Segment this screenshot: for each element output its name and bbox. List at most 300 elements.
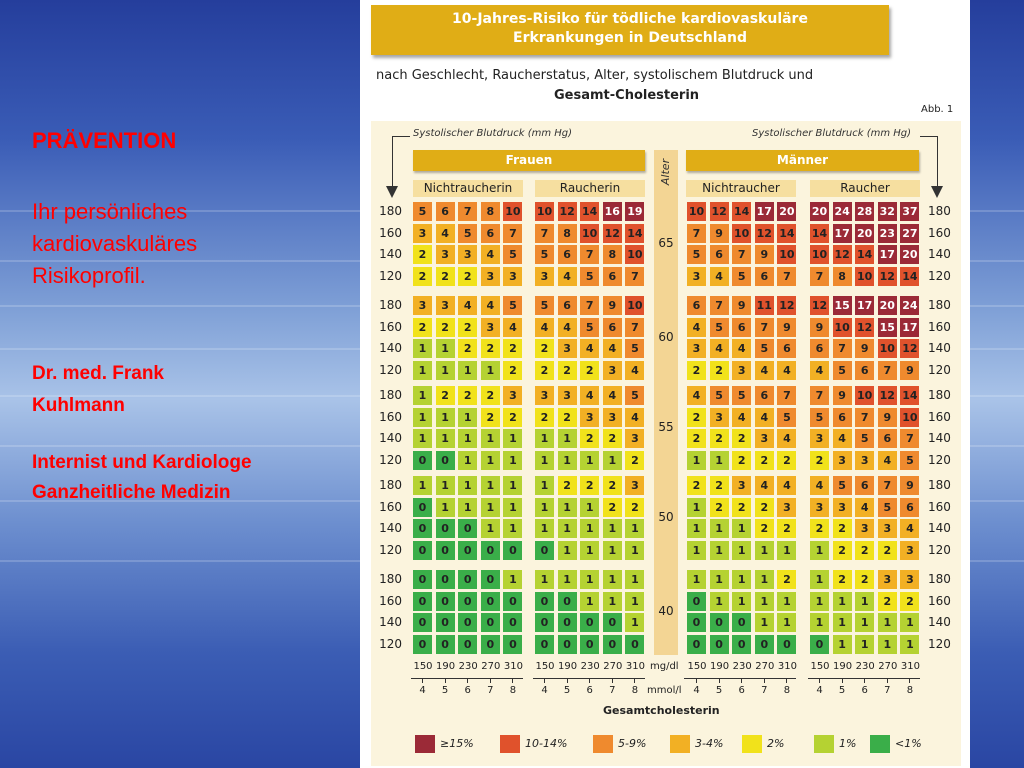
risk-cell: 20	[777, 202, 796, 221]
x-tick-mark	[864, 678, 865, 683]
risk-cell: 17	[878, 245, 897, 264]
risk-cell: 7	[878, 476, 897, 495]
risk-cell: 3	[436, 296, 455, 315]
bp-label: 180	[928, 204, 951, 218]
x-tick-mark	[589, 678, 590, 683]
risk-cell: 20	[878, 296, 897, 315]
risk-cell: 2	[535, 361, 554, 380]
chart-subtitle-line-1: nach Geschlecht, Raucherstatus, Alter, systolischem Blutdruck und	[376, 68, 814, 83]
risk-cell: 7	[625, 267, 644, 286]
risk-cell: 1	[687, 570, 706, 589]
risk-cell: 1	[687, 519, 706, 538]
risk-cell: 2	[810, 519, 829, 538]
risk-cell: 1	[481, 476, 500, 495]
risk-cell: 4	[777, 361, 796, 380]
risk-cell: 2	[777, 570, 796, 589]
unit-mmol: mmol/l	[647, 685, 682, 696]
risk-cell: 2	[625, 451, 644, 470]
risk-cell: 2	[436, 318, 455, 337]
author-name: Dr. med. Frank Kuhlmann	[32, 363, 164, 416]
x-tick-mark	[819, 678, 820, 683]
risk-cell: 5	[580, 318, 599, 337]
risk-cell: 1	[878, 635, 897, 654]
risk-cell: 2	[833, 570, 852, 589]
risk-cell: 0	[458, 541, 477, 560]
bp-label: 160	[928, 499, 951, 514]
risk-cell: 17	[755, 202, 774, 221]
risk-cell: 0	[413, 541, 432, 560]
risk-cell: 2	[710, 361, 729, 380]
risk-cell: 2	[535, 408, 554, 427]
risk-cell: 0	[535, 541, 554, 560]
risk-cell: 2	[458, 318, 477, 337]
risk-cell: 1	[810, 613, 829, 632]
risk-cell: 2	[535, 339, 554, 358]
risk-cell: 2	[687, 408, 706, 427]
risk-cell: 0	[558, 635, 577, 654]
bp-label: 180	[379, 478, 402, 492]
risk-cell: 1	[732, 541, 751, 560]
x-tick-mark	[764, 678, 765, 683]
chart-title	[371, 5, 889, 55]
risk-cell: 3	[503, 267, 522, 286]
risk-cell: 10	[855, 386, 874, 405]
risk-cell: 1	[855, 635, 874, 654]
risk-cell: 6	[755, 386, 774, 405]
risk-cell: 3	[625, 476, 644, 495]
risk-cell: 12	[777, 296, 796, 315]
risk-cell: 6	[833, 408, 852, 427]
risk-cell: 2	[436, 267, 455, 286]
legend-label: <1%	[895, 737, 922, 750]
risk-cell: 0	[436, 613, 455, 632]
risk-cell: 3	[687, 267, 706, 286]
risk-cell: 17	[833, 224, 852, 243]
women-smoker-header: Raucherin	[535, 180, 645, 197]
risk-cell: 7	[900, 429, 919, 448]
x-tick-mgdl: 310	[625, 661, 645, 672]
risk-cell: 3	[413, 296, 432, 315]
x-tick-mgdl: 190	[833, 661, 853, 672]
x-tick-mgdl: 150	[810, 661, 830, 672]
risk-cell: 5	[810, 408, 829, 427]
legend-label: 2%	[767, 737, 785, 750]
risk-cell: 1	[603, 519, 622, 538]
age-label: 65	[658, 236, 674, 250]
risk-cell: 6	[603, 318, 622, 337]
risk-cell: 1	[481, 429, 500, 448]
risk-cell: 7	[710, 296, 729, 315]
risk-cell: 0	[458, 635, 477, 654]
risk-cell: 1	[436, 408, 455, 427]
risk-cell: 3	[710, 408, 729, 427]
risk-cell: 4	[755, 361, 774, 380]
risk-cell: 6	[810, 339, 829, 358]
x-tick-mgdl: 230	[732, 661, 752, 672]
risk-cell: 9	[833, 386, 852, 405]
x-tick-mmol: 5	[838, 685, 846, 696]
risk-cell: 19	[625, 202, 644, 221]
risk-cell: 7	[503, 224, 522, 243]
risk-cell: 3	[535, 267, 554, 286]
chart-title-line-2: Erkrankungen in Deutschland	[513, 30, 747, 46]
unit-mgdl: mg/dl	[650, 661, 679, 672]
risk-cell: 3	[603, 408, 622, 427]
risk-cell: 2	[503, 339, 522, 358]
risk-cell: 3	[878, 570, 897, 589]
risk-cell: 1	[558, 570, 577, 589]
risk-cell: 3	[535, 386, 554, 405]
risk-cell: 1	[732, 570, 751, 589]
risk-cell: 5	[755, 339, 774, 358]
bp-label: 120	[928, 542, 951, 557]
risk-cell: 6	[755, 267, 774, 286]
x-tick-mark	[544, 678, 545, 683]
x-tick-mark	[909, 678, 910, 683]
risk-cell: 6	[855, 361, 874, 380]
x-tick-mmol: 6	[464, 685, 471, 696]
risk-cell: 0	[603, 613, 622, 632]
risk-cell: 8	[603, 245, 622, 264]
risk-cell: 14	[900, 267, 919, 286]
risk-cell: 12	[878, 386, 897, 405]
x-tick-mark	[786, 678, 787, 683]
risk-cell: 1	[580, 592, 599, 611]
risk-cell: 1	[900, 635, 919, 654]
risk-cell: 3	[481, 318, 500, 337]
risk-cell: 2	[558, 476, 577, 495]
x-tick-mark	[567, 678, 568, 683]
risk-cell: 0	[458, 592, 477, 611]
x-tick-mmol: 4	[419, 685, 426, 696]
risk-cell: 5	[580, 267, 599, 286]
risk-cell: 10	[878, 339, 897, 358]
risk-cell: 2	[603, 476, 622, 495]
risk-cell: 1	[580, 541, 599, 560]
risk-cell: 2	[481, 408, 500, 427]
risk-cell: 3	[878, 519, 897, 538]
risk-cell: 0	[413, 519, 432, 538]
risk-cell: 6	[732, 318, 751, 337]
risk-cell: 1	[855, 592, 874, 611]
down-arrow-icon	[386, 186, 398, 198]
risk-cell: 10	[900, 408, 919, 427]
risk-cell: 4	[810, 476, 829, 495]
risk-cell: 3	[900, 541, 919, 560]
risk-cell: 5	[413, 202, 432, 221]
risk-cell: 0	[603, 635, 622, 654]
risk-cell: 6	[558, 245, 577, 264]
risk-cell: 1	[535, 570, 554, 589]
risk-cell: 14	[732, 202, 751, 221]
risk-cell: 0	[810, 635, 829, 654]
x-tick-mark	[719, 678, 720, 683]
risk-cell: 2	[458, 267, 477, 286]
risk-cell: 2	[413, 267, 432, 286]
x-tick-mgdl: 310	[777, 661, 797, 672]
risk-cell: 8	[558, 224, 577, 243]
risk-cell: 4	[558, 318, 577, 337]
risk-cell: 1	[436, 361, 455, 380]
x-tick-mgdl: 150	[535, 661, 555, 672]
risk-cell: 2	[710, 498, 729, 517]
x-tick-mmol: 5	[563, 685, 571, 696]
risk-cell: 1	[580, 519, 599, 538]
maenner-header: Männer	[686, 150, 919, 171]
bp-label: 140	[379, 341, 402, 356]
risk-cell: 7	[810, 386, 829, 405]
risk-cell: 1	[535, 519, 554, 538]
risk-cell: 5	[503, 245, 522, 264]
age-label: 40	[658, 604, 674, 618]
risk-cell: 2	[900, 592, 919, 611]
risk-cell: 1	[535, 451, 554, 470]
risk-cell: 1	[710, 451, 729, 470]
legend-label: ≥15%	[440, 737, 474, 750]
risk-cell: 1	[732, 519, 751, 538]
risk-cell: 7	[732, 245, 751, 264]
risk-cell: 0	[732, 613, 751, 632]
risk-cell: 2	[687, 429, 706, 448]
risk-cell: 4	[603, 386, 622, 405]
risk-cell: 9	[855, 339, 874, 358]
bp-header-line-left	[392, 136, 410, 137]
specialty-line-2: Ganzheitliche Medizin	[32, 482, 231, 503]
risk-cell: 0	[777, 635, 796, 654]
risk-cell: 6	[710, 245, 729, 264]
risk-cell: 1	[810, 592, 829, 611]
risk-cell: 3	[603, 361, 622, 380]
bp-label: 160	[379, 319, 402, 334]
risk-cell: 10	[810, 245, 829, 264]
x-tick-mark	[842, 678, 843, 683]
risk-cell: 16	[603, 202, 622, 221]
risk-cell: 2	[603, 498, 622, 517]
risk-cell: 4	[900, 519, 919, 538]
risk-cell: 2	[878, 541, 897, 560]
risk-cell: 2	[732, 451, 751, 470]
risk-cell: 8	[833, 267, 852, 286]
risk-cell: 9	[900, 361, 919, 380]
risk-cell: 6	[777, 339, 796, 358]
risk-cell: 3	[558, 386, 577, 405]
legend-label: 10-14%	[525, 737, 568, 750]
risk-cell: 14	[625, 224, 644, 243]
risk-cell: 14	[900, 386, 919, 405]
risk-cell: 2	[755, 498, 774, 517]
risk-cell: 4	[810, 361, 829, 380]
bp-label: 120	[928, 452, 951, 467]
risk-cell: 1	[558, 519, 577, 538]
risk-cell: 0	[710, 613, 729, 632]
risk-cell: 1	[710, 592, 729, 611]
x-tick-mmol: 8	[631, 685, 639, 696]
risk-cell: 1	[777, 613, 796, 632]
risk-cell: 0	[687, 635, 706, 654]
bp-header-right: Systolischer Blutdruck (mm Hg)	[752, 128, 912, 139]
risk-cell: 3	[833, 451, 852, 470]
risk-cell: 4	[710, 339, 729, 358]
x-tick-mmol: 7	[487, 685, 494, 696]
risk-cell: 0	[458, 570, 477, 589]
risk-cell: 10	[535, 202, 554, 221]
risk-cell: 14	[777, 224, 796, 243]
page-heading: PRÄVENTION	[32, 128, 177, 153]
risk-cell: 0	[413, 635, 432, 654]
bp-label: 180	[928, 478, 951, 492]
x-tick-mgdl: 230	[855, 661, 875, 672]
risk-cell: 0	[580, 613, 599, 632]
risk-cell: 0	[458, 613, 477, 632]
risk-cell: 15	[878, 318, 897, 337]
risk-cell: 3	[558, 339, 577, 358]
x-tick-mgdl: 270	[755, 661, 775, 672]
x-tick-mark	[741, 678, 742, 683]
women-nonsmoker-header: Nichtraucherin	[413, 180, 523, 197]
x-tick-mark	[445, 678, 446, 683]
profile-subtitle: Ihr persönliches kardiovaskuläres Risikoprofil.	[32, 199, 198, 288]
risk-cell: 3	[777, 498, 796, 517]
risk-cell: 0	[535, 635, 554, 654]
risk-cell: 1	[503, 570, 522, 589]
risk-cell: 1	[900, 613, 919, 632]
risk-cell: 12	[855, 318, 874, 337]
bp-label: 160	[928, 319, 951, 334]
risk-cell: 6	[878, 429, 897, 448]
bp-label: 120	[379, 542, 402, 557]
risk-cell: 1	[810, 541, 829, 560]
risk-cell: 0	[732, 635, 751, 654]
risk-cell: 0	[413, 613, 432, 632]
risk-cell: 4	[481, 296, 500, 315]
risk-cell: 0	[436, 635, 455, 654]
bp-label: 160	[928, 409, 951, 424]
bp-label: 140	[928, 341, 951, 356]
risk-cell: 4	[458, 296, 477, 315]
legend-swatch	[814, 735, 834, 753]
risk-cell: 0	[503, 635, 522, 654]
x-tick-mmol: 8	[906, 685, 914, 696]
x-tick-mark	[634, 678, 635, 683]
risk-cell: 5	[458, 224, 477, 243]
risk-cell: 0	[503, 592, 522, 611]
x-tick-mmol: 4	[816, 685, 823, 696]
x-tick-mmol: 6	[861, 685, 868, 696]
risk-cell: 10	[503, 202, 522, 221]
risk-cell: 9	[878, 408, 897, 427]
risk-cell: 1	[755, 613, 774, 632]
risk-cell: 4	[777, 429, 796, 448]
risk-cell: 1	[625, 592, 644, 611]
bp-label: 160	[379, 409, 402, 424]
risk-cell: 1	[710, 570, 729, 589]
risk-cell: 2	[580, 429, 599, 448]
risk-cell: 12	[710, 202, 729, 221]
risk-cell: 3	[580, 408, 599, 427]
bp-arrow-line-right	[937, 136, 938, 188]
axis-line	[684, 678, 796, 679]
risk-cell: 3	[687, 339, 706, 358]
legend-swatch	[870, 735, 890, 753]
risk-cell: 7	[833, 339, 852, 358]
risk-cell: 12	[810, 296, 829, 315]
risk-cell: 2	[855, 541, 874, 560]
x-tick-mgdl: 270	[878, 661, 898, 672]
risk-cell: 3	[810, 498, 829, 517]
risk-cell: 3	[810, 429, 829, 448]
age-label: 55	[658, 420, 674, 434]
risk-cell: 6	[558, 296, 577, 315]
x-tick-mgdl: 190	[436, 661, 456, 672]
down-arrow-icon	[931, 186, 943, 198]
risk-cell: 1	[603, 541, 622, 560]
risk-cell: 4	[687, 386, 706, 405]
risk-cell: 2	[710, 476, 729, 495]
risk-cell: 1	[558, 541, 577, 560]
risk-cell: 1	[503, 519, 522, 538]
risk-cell: 0	[710, 635, 729, 654]
risk-cell: 1	[603, 592, 622, 611]
risk-cell: 28	[855, 202, 874, 221]
risk-cell: 3	[732, 361, 751, 380]
risk-cell: 5	[777, 408, 796, 427]
age-column	[654, 150, 678, 655]
x-tick-mmol: 5	[715, 685, 723, 696]
risk-cell: 1	[603, 451, 622, 470]
risk-cell: 0	[413, 498, 432, 517]
risk-cell: 1	[833, 613, 852, 632]
risk-cell: 2	[580, 476, 599, 495]
risk-cell: 11	[755, 296, 774, 315]
risk-cell: 0	[481, 541, 500, 560]
risk-cell: 12	[833, 245, 852, 264]
bp-label: 160	[379, 499, 402, 514]
bp-label: 140	[928, 247, 951, 262]
risk-cell: 1	[687, 541, 706, 560]
risk-cell: 2	[855, 570, 874, 589]
risk-cell: 5	[833, 361, 852, 380]
age-label: 50	[658, 510, 674, 524]
bp-label: 140	[379, 615, 402, 630]
risk-cell: 1	[481, 451, 500, 470]
x-tick-mmol: 5	[441, 685, 449, 696]
risk-cell: 1	[558, 429, 577, 448]
risk-cell: 1	[535, 429, 554, 448]
alter-label-text: Alter	[659, 158, 672, 186]
risk-cell: 0	[503, 613, 522, 632]
risk-cell: 9	[732, 296, 751, 315]
risk-cell: 4	[755, 476, 774, 495]
x-tick-mmol: 6	[738, 685, 745, 696]
risk-cell: 1	[710, 519, 729, 538]
risk-cell: 4	[625, 361, 644, 380]
risk-cell: 2	[558, 361, 577, 380]
risk-cell: 6	[603, 267, 622, 286]
risk-cell: 1	[436, 429, 455, 448]
risk-cell: 7	[755, 318, 774, 337]
legend-swatch	[500, 735, 520, 753]
risk-cell: 32	[878, 202, 897, 221]
risk-cell: 4	[436, 224, 455, 243]
risk-cell: 5	[625, 386, 644, 405]
risk-cell: 6	[900, 498, 919, 517]
risk-cell: 1	[687, 451, 706, 470]
risk-cell: 27	[900, 224, 919, 243]
risk-cell: 4	[580, 339, 599, 358]
risk-cell: 7	[458, 202, 477, 221]
risk-cell: 14	[855, 245, 874, 264]
bp-label: 160	[379, 225, 402, 240]
